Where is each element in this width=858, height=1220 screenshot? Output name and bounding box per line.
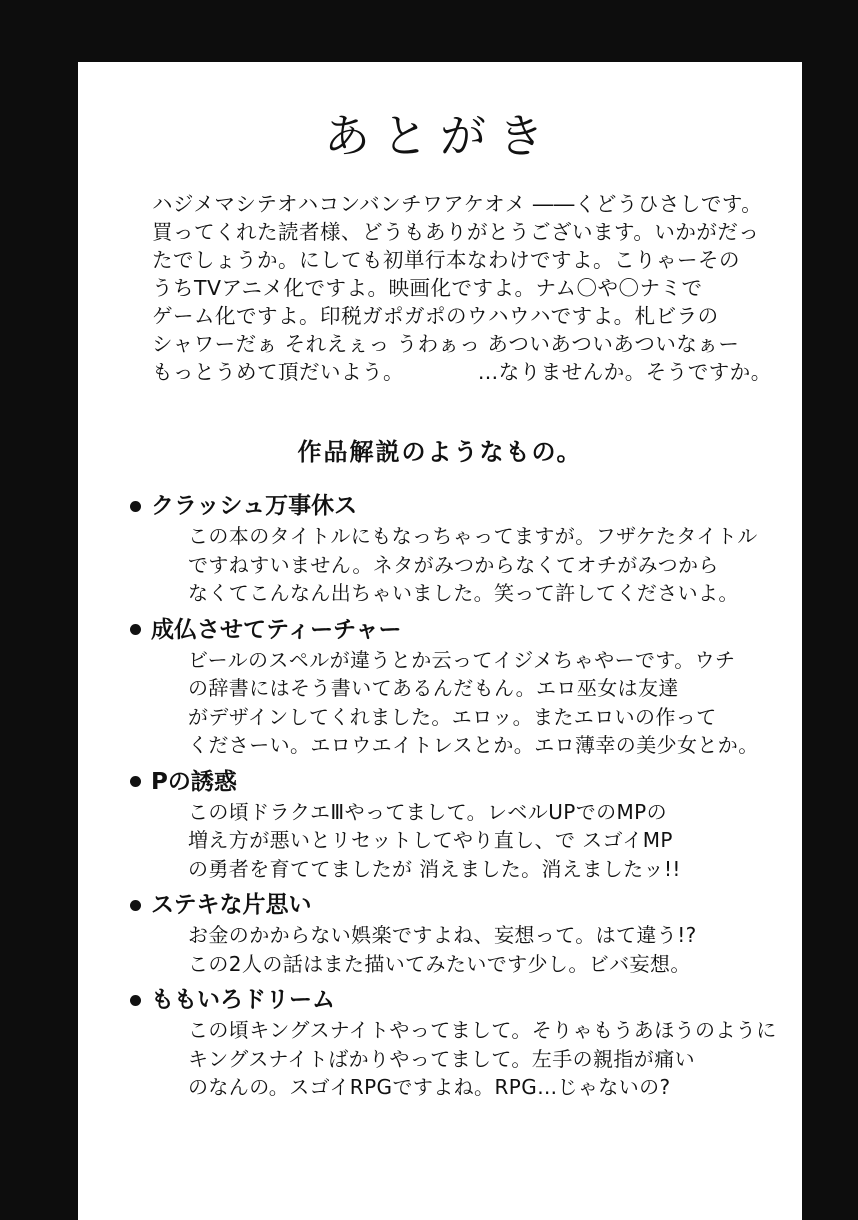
work-line: がデザインしてくれました。エロッ。またエロいの作って — [188, 704, 717, 729]
work-line: ビールのスペルが違うとか云ってイジメちゃやーです。ウチ — [188, 647, 736, 672]
work-title — [130, 984, 790, 1016]
work-line: お金のかからない娯楽ですよね、妄想って。はて違う!? — [188, 923, 697, 947]
work-line: この頃ドラクエⅢやってまして。レベルUPでのMPの — [188, 799, 668, 824]
work-line: この頃キングスナイトやってまして。そりゃもうあほうのように — [188, 1018, 777, 1042]
work-title — [130, 889, 790, 921]
work-line: この本のタイトルにもなっちゃってますが。フザケたタイトル — [188, 524, 758, 548]
work-description — [130, 798, 790, 884]
intro-line: たでしょうか。にしても初単行本なわけですよ。こりゃーその — [152, 248, 740, 272]
work-line: 増え方が悪いとリセットしてやり直し、で スゴイMP — [188, 828, 673, 852]
work-title-text: ももいろドリーム — [151, 987, 335, 1013]
work-entry — [130, 614, 790, 760]
bullet-icon — [130, 776, 141, 787]
bullet-icon — [130, 501, 141, 512]
work-description — [130, 646, 790, 760]
intro-line: うちTVアニメ化ですよ。映画化ですよ。ナム〇や〇ナミで — [152, 276, 703, 300]
work-line: の勇者を育ててましたが 消えました。消えましたッ!! — [188, 856, 681, 881]
work-line: の辞書にはそう書いてあるんだもん。エロ巫女は友達 — [188, 676, 679, 700]
section-heading: 作品解説のようなもの。 — [297, 438, 583, 466]
work-description — [130, 921, 790, 978]
works-list — [130, 490, 790, 1108]
intro-line: ゲーム化ですよ。印税ガポガポのウハウハですよ。札ビラの — [152, 304, 719, 328]
work-title — [130, 766, 790, 798]
work-description — [130, 1016, 790, 1102]
work-line: くださーい。エロウエイトレスとか。エロ薄幸の美少女とか。 — [188, 733, 759, 757]
work-line: ですねすいません。ネタがみつからなくてオチがみつから — [188, 552, 719, 577]
intro-line: シャワーだぁ それえぇっ うわぁっ あついあついあついなぁー — [152, 332, 740, 356]
work-entry — [130, 490, 790, 608]
intro-line: ハジメマシテオハコンバンチワアケオメ ――くどうひさしです。 — [152, 192, 763, 216]
intro-line: もっとうめて頂だいよう。 …なりませんか。そうですか。 — [152, 360, 772, 384]
work-entry — [130, 889, 790, 978]
bullet-icon — [130, 624, 141, 635]
work-title-text: ステキな片思い — [151, 892, 312, 918]
work-title-text: 成仏させてティーチャー — [151, 616, 402, 643]
work-title-text: クラッシュ万事休ス — [151, 493, 358, 519]
intro-paragraph — [152, 190, 782, 386]
work-title — [130, 490, 790, 522]
work-title — [130, 614, 790, 646]
work-line: キングスナイトばかりやってまして。左手の親指が痛い — [188, 1046, 695, 1071]
page-title: あとがき — [324, 109, 556, 163]
manga-page — [78, 62, 802, 1220]
intro-line: 買ってくれた読者様、どうもありがとうございます。いかがだっ — [152, 220, 760, 244]
bullet-icon — [130, 900, 141, 911]
work-line: のなんの。スゴイRPGですよね。RPG…じゃないの? — [188, 1075, 671, 1099]
work-description — [130, 522, 790, 608]
work-title-text: Pの誘惑 — [151, 768, 237, 795]
work-line: なくてこんなん出ちゃいました。笑って許してくださいよ。 — [188, 581, 739, 605]
work-line: この2人の話はまた描いてみたいです少し。ビバ妄想。 — [188, 951, 691, 976]
bullet-icon — [130, 995, 141, 1006]
work-entry — [130, 984, 790, 1102]
work-entry — [130, 766, 790, 884]
